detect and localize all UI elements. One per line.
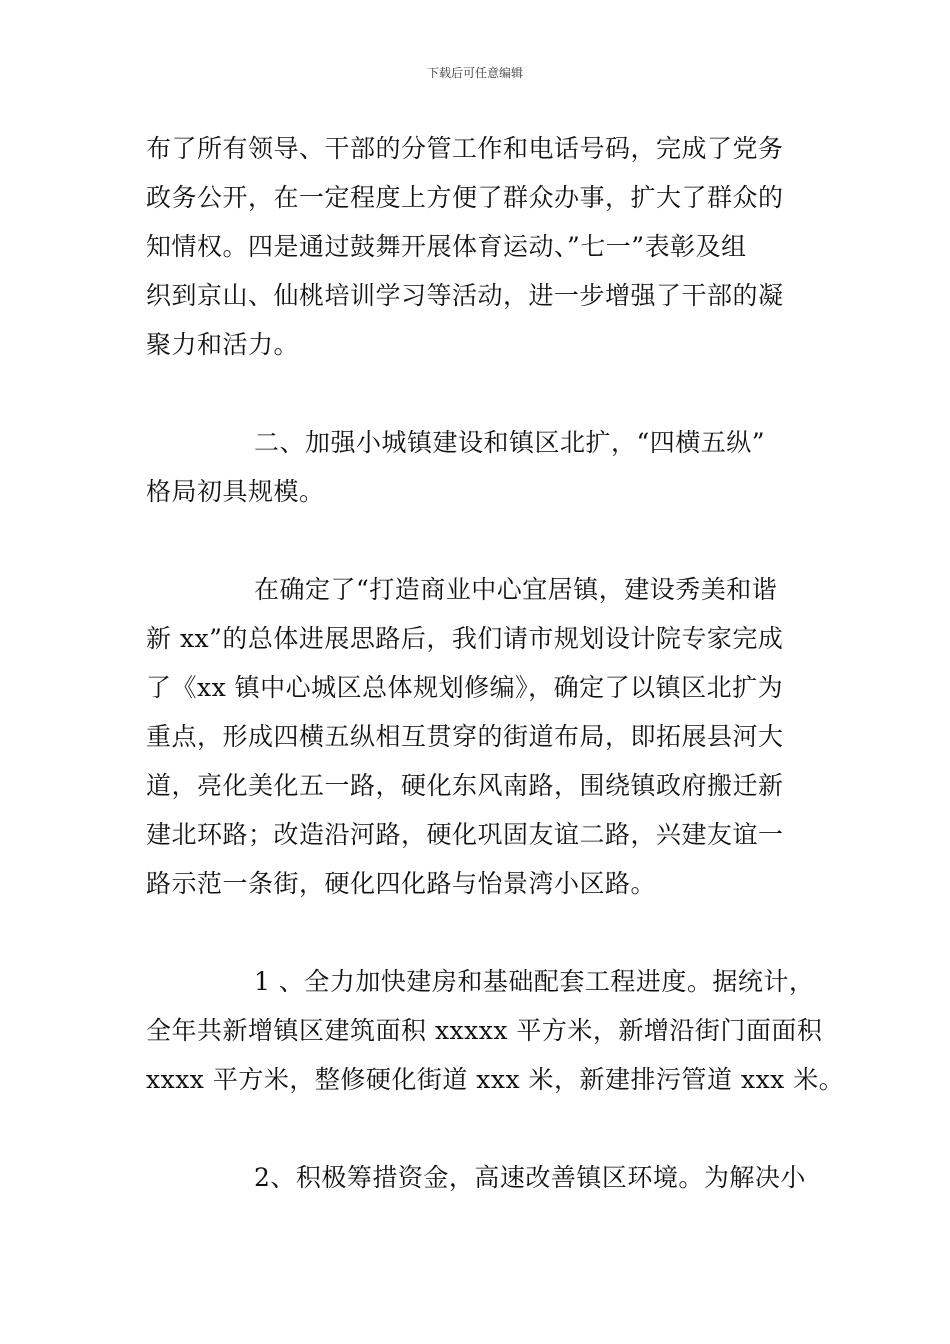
text-line: 新 xx”的总体进展思路后，我们请市规划设计院专家完成 <box>146 624 784 653</box>
paragraph-3 <box>146 565 816 908</box>
paragraph-spacer <box>146 908 816 957</box>
page-header: 下载后可任意编辑 <box>426 66 523 80</box>
document-body <box>146 124 845 1202</box>
text-line: 知情权。四是通过鼓舞开展体育运动、”七一”表彰及组 <box>146 232 747 261</box>
paragraph-4 <box>146 957 845 1104</box>
text-line: 2、积极筹措资金，高速改善镇区环境。为解决小 <box>254 1163 806 1192</box>
text-line: 在确定了“打造商业中心宜居镇，建设秀美和谐 <box>254 575 778 604</box>
text-line: 织到京山、仙桃培训学习等活动，进一步增强了干部的凝 <box>146 281 784 310</box>
text-line: 道，亮化美化五一路，硬化东风南路，围绕镇政府搬迁新 <box>146 771 784 800</box>
text-line: 格局初具规模。 <box>146 477 325 506</box>
text-line: 了《xx 镇中心城区总体规划修编》，确定了以镇区北扩为 <box>146 673 784 702</box>
text-line: 布了所有领导、干部的分管工作和电话号码，完成了党务 <box>146 134 784 163</box>
text-line: 建北环路；改造沿河路，硬化巩固友谊二路，兴建友谊一 <box>146 820 784 849</box>
paragraph-spacer <box>146 516 816 565</box>
text-line: 全年共新增镇区建筑面积 xxxxx 平方米，新增沿街门面面积 <box>146 1016 823 1045</box>
text-line: 政务公开，在一定程度上方便了群众办事，扩大了群众的 <box>146 183 784 212</box>
text-line: 路示范一条街，硬化四化路与怡景湾小区路。 <box>146 869 657 898</box>
paragraph-spacer <box>146 1104 816 1153</box>
text-line: 1 、全力加快建房和基础配套工程进度。据统计， <box>254 967 815 996</box>
text-line: 聚力和活力。 <box>146 330 300 359</box>
section-heading-2 <box>146 418 816 516</box>
paragraph-1 <box>146 124 816 369</box>
text-line: 二、加强小城镇建设和镇区北扩，“四横五纵” <box>254 428 766 457</box>
text-line: xxxx 平方米，整修硬化街道 xxx 米，新建排污管道 xxx 米。 <box>146 1065 845 1094</box>
paragraph-spacer <box>146 369 816 418</box>
paragraph-5 <box>146 1153 816 1202</box>
text-line: 重点，形成四横五纵相互贯穿的街道布局，即拓展县河大 <box>146 722 784 751</box>
